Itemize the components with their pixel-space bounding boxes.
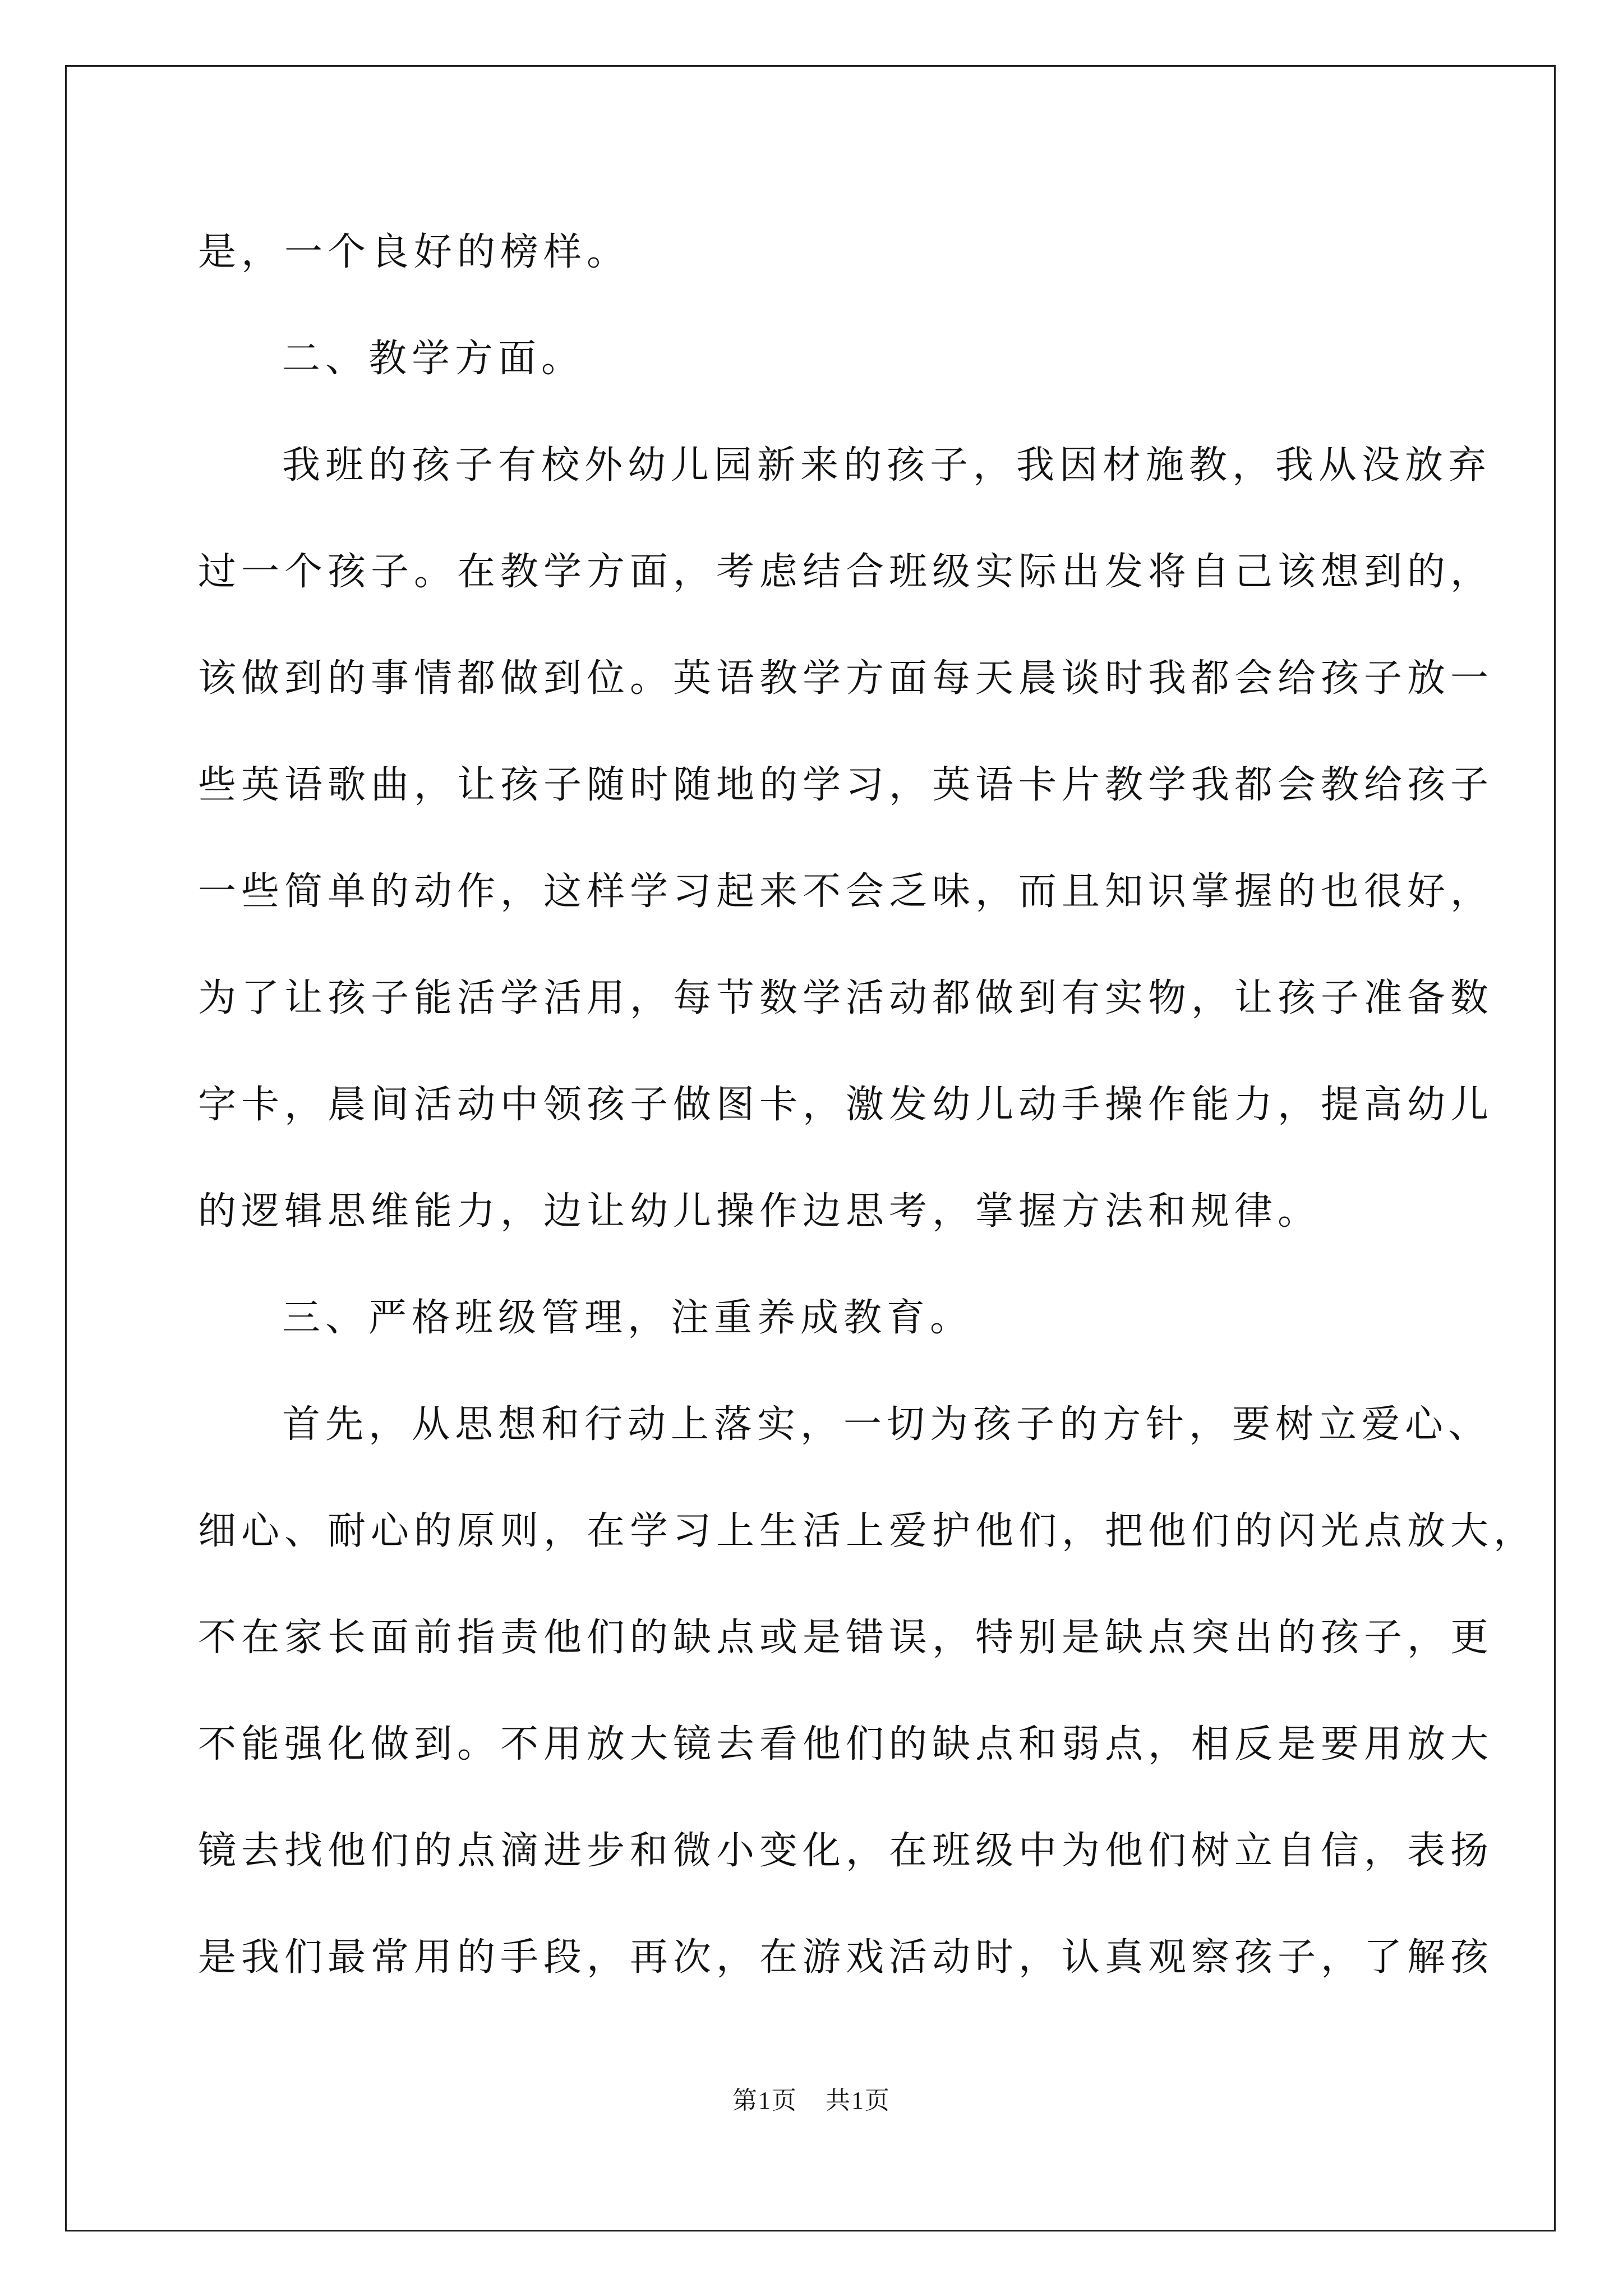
line-07: 一些简单的动作，这样学习起来不会乏味，而且知识掌握的也很好， — [198, 869, 1494, 914]
line-06: 些英语歌曲，让孩子随时随地的学习，英语卡片教学我都会教给孩子 — [198, 763, 1494, 807]
line-16: 镜去找他们的点滴进步和微小变化，在班级中为他们树立自信，表扬 — [198, 1829, 1494, 1873]
line-12: 首先，从思想和行动上落实，一切为孩子的方针，要树立爱心、 — [282, 1402, 1492, 1447]
line-17: 是我们最常用的手段，再次，在游戏活动时，认真观察孩子，了解孩 — [198, 1935, 1494, 1980]
page-number-current: 第1页 — [732, 2087, 797, 2114]
line-08: 为了让孩子能活学活用，每节数学活动都做到有实物，让孩子准备数 — [198, 976, 1494, 1020]
line-10: 的逻辑思维能力，边让幼儿操作边思考，掌握方法和规律。 — [198, 1189, 1321, 1234]
line-03: 我班的孩子有校外幼儿园新来的孩子，我因材施教，我从没放弃 — [282, 443, 1492, 487]
line-09: 字卡，晨间活动中领孩子做图卡，激发幼儿动手操作能力，提高幼儿 — [198, 1083, 1494, 1127]
document-body — [198, 199, 1537, 2011]
line-13: 细心、耐心的原则，在学习上生活上爱护他们，把他们的闪光点放大， — [198, 1509, 1537, 1553]
page-number-total: 共1页 — [826, 2087, 891, 2114]
page-footer — [0, 2084, 1623, 2118]
line-05: 该做到的事情都做到位。英语教学方面每天晨谈时我都会给孩子放一 — [198, 656, 1494, 701]
line-01: 是，一个良好的榜样。 — [198, 230, 630, 274]
line-04: 过一个孩子。在教学方面，考虑结合班级实际出发将自己该想到的， — [198, 550, 1494, 594]
line-15: 不能强化做到。不用放大镜去看他们的缺点和弱点，相反是要用放大 — [198, 1722, 1494, 1766]
heading-teaching: 二、教学方面。 — [282, 337, 585, 381]
line-14: 不在家长面前指责他们的缺点或是错误，特别是缺点突出的孩子，更 — [198, 1616, 1494, 1660]
heading-class-management: 三、严格班级管理，注重养成教育。 — [282, 1296, 974, 1340]
